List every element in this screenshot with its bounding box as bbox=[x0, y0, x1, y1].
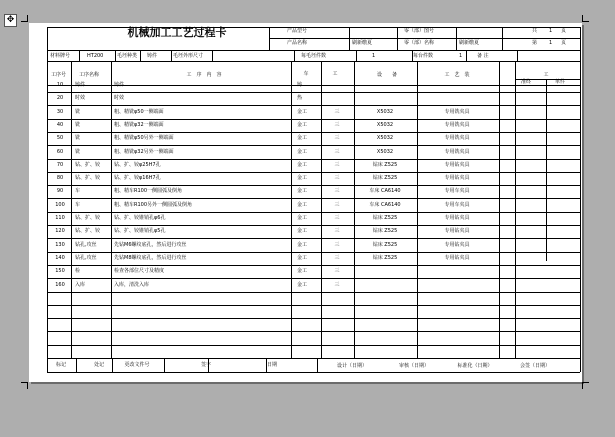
row-15-section: 三 bbox=[334, 282, 340, 288]
row-13-section: 三 bbox=[334, 255, 340, 261]
table-row-line bbox=[47, 172, 580, 173]
col-op-name: 工序名称 bbox=[79, 72, 100, 78]
page-value: 1 bbox=[549, 40, 553, 46]
grid-line bbox=[111, 61, 112, 358]
remarks-label: 备 注 bbox=[477, 53, 489, 59]
grid-line bbox=[115, 50, 116, 61]
row-5-content: 粗、精铣φ32另外一侧端面 bbox=[114, 149, 174, 155]
card-title: 机械加工工艺过程卡 bbox=[127, 26, 227, 39]
grid-line bbox=[212, 50, 213, 61]
grid-line bbox=[499, 61, 500, 358]
row-13-workshop: 金工 bbox=[297, 255, 308, 261]
row-10-op-name: 钻、扩、铰 bbox=[75, 215, 101, 221]
col-tooling: 工 艺 装 bbox=[444, 72, 470, 78]
row-7-op-no: 80 bbox=[56, 175, 64, 181]
row-7-op-name: 钻、扩、铰 bbox=[75, 175, 101, 181]
table-row-line bbox=[47, 238, 580, 239]
row-13-op-no: 140 bbox=[55, 255, 65, 261]
row-2-section: 三 bbox=[334, 109, 340, 115]
row-3-op-no: 40 bbox=[56, 122, 64, 128]
grid-line bbox=[164, 358, 165, 372]
product-name-label: 产品名称 bbox=[287, 40, 308, 46]
grid-line bbox=[356, 50, 357, 61]
row-9-section: 三 bbox=[334, 202, 340, 208]
total-unit: 页 bbox=[561, 28, 567, 34]
product-model-label: 产品型号 bbox=[287, 28, 308, 34]
row-12-equipment: 钻床 Z525 bbox=[372, 242, 398, 248]
row-7-content: 钻、扩、铰φ16H7孔 bbox=[114, 175, 161, 181]
row-6-section: 三 bbox=[334, 162, 340, 168]
table-row-line bbox=[47, 265, 580, 266]
row-13-content: 先钻M8螺纹底孔，然后进行攻丝 bbox=[114, 255, 187, 261]
col-hours: 工 bbox=[543, 72, 549, 78]
table-row-line bbox=[47, 92, 580, 93]
blank-type-value: 铸件 bbox=[147, 53, 158, 59]
row-7-equipment: 钻床 Z525 bbox=[372, 175, 398, 181]
row-7-tooling: 专用钻夹具 bbox=[444, 175, 470, 181]
grid-line bbox=[466, 50, 467, 61]
grid-line bbox=[47, 358, 580, 359]
row-5-equipment: X5032 bbox=[376, 149, 394, 155]
row-14-op-name: 检 bbox=[75, 268, 81, 274]
page-label: 第 bbox=[532, 40, 538, 46]
pieces-per-blank-value: 1 bbox=[372, 53, 376, 59]
row-5-op-no: 60 bbox=[56, 149, 64, 155]
row-1-op-name: 时效 bbox=[75, 95, 86, 101]
row-2-content: 粗、精铣φ50一侧端面 bbox=[114, 109, 164, 115]
table-row-line bbox=[47, 331, 580, 332]
row-9-workshop: 金工 bbox=[297, 202, 308, 208]
row-11-content: 钻、扩、铰锥销孔φ5孔 bbox=[114, 228, 166, 234]
row-2-op-name: 铣 bbox=[75, 109, 81, 115]
row-10-content: 钻、扩、铰锥销孔φ6孔 bbox=[114, 215, 166, 221]
row-13-op-name: 钻孔,攻丝 bbox=[75, 255, 97, 261]
row-3-content: 粗、精铣φ32一侧端面 bbox=[114, 122, 164, 128]
row-3-equipment: X5032 bbox=[376, 122, 394, 128]
total-value: 1 bbox=[549, 28, 553, 34]
row-1-content: 时效 bbox=[114, 95, 125, 101]
table-row-line bbox=[47, 145, 580, 146]
row-7-workshop: 金工 bbox=[297, 175, 308, 181]
row-9-tooling: 专用车夹具 bbox=[444, 202, 470, 208]
row-5-tooling: 专用铣夹具 bbox=[444, 149, 470, 155]
row-14-workshop: 金工 bbox=[297, 268, 308, 274]
row-2-op-no: 30 bbox=[56, 109, 64, 115]
grid-line bbox=[112, 358, 113, 372]
page-unit: 页 bbox=[561, 40, 567, 46]
row-12-op-name: 钻孔,攻丝 bbox=[75, 242, 97, 248]
row-4-content: 粗、精铣φ50另外一侧端面 bbox=[114, 135, 174, 141]
row-11-workshop: 金工 bbox=[297, 228, 308, 234]
table-row-line bbox=[47, 159, 580, 160]
material-grade-label: 材料牌号 bbox=[50, 53, 71, 59]
grid-line bbox=[140, 50, 141, 61]
row-13-tooling: 专用钻夹具 bbox=[444, 255, 470, 261]
row-10-section: 三 bbox=[334, 215, 340, 221]
row-13-equipment: 钻床 Z525 bbox=[372, 255, 398, 261]
row-4-equipment: X5032 bbox=[376, 135, 394, 141]
footer-countersign: 会签（日期） bbox=[519, 363, 551, 369]
row-4-op-no: 50 bbox=[56, 135, 64, 141]
row-10-op-no: 110 bbox=[55, 215, 65, 221]
grid-line bbox=[294, 50, 295, 61]
grid-line bbox=[79, 50, 80, 61]
col-workshop: 车 bbox=[303, 71, 309, 77]
grid-line bbox=[47, 61, 580, 62]
footer-places: 处记 bbox=[93, 362, 105, 368]
grid-line bbox=[291, 61, 292, 358]
row-14-content: 检查各部位尺寸及精度 bbox=[114, 268, 165, 274]
row-6-workshop: 金工 bbox=[297, 162, 308, 168]
row-15-content: 入库，清洗入库 bbox=[114, 282, 150, 288]
drawing-label-1: 刷新缴夏 bbox=[352, 40, 373, 46]
grid-line bbox=[269, 38, 580, 39]
footer-standard: 标准化（日期） bbox=[457, 363, 493, 369]
row-6-tooling: 专用钻夹具 bbox=[444, 162, 470, 168]
crop-mark-top-right bbox=[582, 15, 589, 22]
row-12-op-no: 130 bbox=[55, 242, 65, 248]
col-op-no: 工序号 bbox=[51, 72, 67, 78]
grid-line bbox=[417, 61, 418, 358]
table-row-line bbox=[47, 345, 580, 346]
row-12-content: 先钻M6螺纹底孔，然后进行攻丝 bbox=[114, 242, 187, 248]
row-4-tooling: 专用铣夹具 bbox=[444, 135, 470, 141]
grid-line bbox=[321, 61, 322, 358]
grid-line bbox=[76, 358, 77, 372]
row-6-content: 钻、扩、铰φ25H7孔 bbox=[114, 162, 161, 168]
footer-change-doc: 更改文件号 bbox=[124, 362, 150, 368]
row-5-workshop: 金工 bbox=[297, 149, 308, 155]
row-10-equipment: 钻床 Z525 bbox=[372, 215, 398, 221]
row-9-content: 粗、精车R100另外一侧圆弧及倒角 bbox=[114, 202, 193, 208]
row-15-workshop: 金工 bbox=[297, 282, 308, 288]
row-6-op-name: 钻、扩、铰 bbox=[75, 162, 101, 168]
grid-line bbox=[546, 79, 547, 261]
row-8-tooling: 专用车夹具 bbox=[444, 188, 470, 194]
blank-type-label: 毛坯种类 bbox=[117, 53, 138, 59]
table-row-line bbox=[47, 225, 580, 226]
total-label: 共 bbox=[532, 28, 538, 34]
row-11-section: 三 bbox=[334, 228, 340, 234]
row-12-section: 三 bbox=[334, 242, 340, 248]
document-page bbox=[29, 23, 582, 382]
row-9-op-name: 车 bbox=[75, 202, 81, 208]
row-10-workshop: 金工 bbox=[297, 215, 308, 221]
row-8-section: 三 bbox=[334, 188, 340, 194]
table-border-left bbox=[47, 27, 48, 372]
row-0-op-no: 10 bbox=[56, 82, 64, 88]
grid-line bbox=[317, 358, 318, 372]
crop-mark-top-left bbox=[21, 15, 28, 22]
grid-line bbox=[354, 61, 355, 358]
row-3-op-name: 铣 bbox=[75, 122, 81, 128]
table-border-right bbox=[580, 27, 581, 372]
row-15-op-no: 160 bbox=[55, 282, 65, 288]
table-border-bottom bbox=[47, 372, 580, 373]
part-name-label: 零（部）名称 bbox=[404, 40, 435, 46]
grid-line bbox=[71, 61, 72, 358]
table-row-line bbox=[47, 318, 580, 319]
grid-line bbox=[397, 27, 398, 50]
footer-design: 设计（日期） bbox=[336, 363, 368, 369]
grid-line bbox=[47, 85, 580, 86]
row-1-workshop: 热 bbox=[297, 95, 303, 101]
row-2-equipment: X5032 bbox=[376, 109, 394, 115]
col-hours-a: 准终 bbox=[521, 79, 532, 85]
row-3-workshop: 金工 bbox=[297, 122, 308, 128]
row-11-op-no: 120 bbox=[55, 228, 65, 234]
crop-mark-bottom-left bbox=[21, 382, 28, 389]
table-move-handle[interactable]: ✥ bbox=[4, 14, 17, 27]
table-row-line bbox=[47, 185, 580, 186]
row-6-op-no: 70 bbox=[56, 162, 64, 168]
row-0-content: 铸件 bbox=[114, 82, 125, 88]
grid-line bbox=[456, 27, 457, 50]
crop-mark-bottom-right bbox=[582, 382, 589, 389]
row-11-tooling: 专用钻夹具 bbox=[444, 228, 470, 234]
table-row-line bbox=[47, 278, 580, 279]
blank-size-label: 毛坯外形尺寸 bbox=[173, 53, 204, 59]
row-10-tooling: 专用钻夹具 bbox=[444, 215, 470, 221]
row-3-section: 三 bbox=[334, 122, 340, 128]
process-card-table bbox=[29, 23, 582, 382]
grid-line bbox=[47, 50, 580, 51]
row-0-op-name: 铸件 bbox=[75, 82, 86, 88]
grid-line bbox=[502, 27, 503, 50]
pieces-per-blank-label: 每毛坯件数 bbox=[301, 53, 327, 59]
footer-review: 审核（日期） bbox=[398, 363, 430, 369]
grid-line bbox=[349, 27, 350, 50]
drawing-label-2: 刷新缴夏 bbox=[459, 40, 480, 46]
row-9-op-no: 100 bbox=[55, 202, 65, 208]
grid-line bbox=[269, 27, 270, 50]
row-9-equipment: 车床 CA6140 bbox=[369, 202, 401, 208]
row-11-equipment: 钻床 Z525 bbox=[372, 228, 398, 234]
row-4-op-name: 铣 bbox=[75, 135, 81, 141]
row-12-tooling: 专用钻夹具 bbox=[444, 242, 470, 248]
row-8-content: 粗、精车R100一侧圆弧及倒角 bbox=[114, 188, 183, 194]
material-grade-value: HT200 bbox=[87, 53, 104, 59]
row-4-section: 三 bbox=[334, 135, 340, 141]
row-14-section: 三 bbox=[334, 268, 340, 274]
footer-sign: 签字 bbox=[200, 362, 212, 368]
table-row-line bbox=[47, 305, 580, 306]
table-row-line bbox=[47, 198, 580, 199]
row-4-workshop: 金工 bbox=[297, 135, 308, 141]
table-row-line bbox=[47, 252, 580, 253]
row-14-op-no: 150 bbox=[55, 268, 65, 274]
row-7-section: 三 bbox=[334, 175, 340, 181]
table-row-line bbox=[47, 292, 580, 293]
row-0-workshop: 铸 bbox=[297, 82, 303, 88]
grid-line bbox=[517, 50, 518, 61]
row-2-workshop: 金工 bbox=[297, 109, 308, 115]
row-8-op-no: 90 bbox=[56, 188, 64, 194]
footer-mark: 标记 bbox=[55, 362, 67, 368]
part-no-label: 零（部）图号 bbox=[404, 28, 435, 34]
footer-date: 日期 bbox=[266, 362, 278, 368]
row-12-workshop: 金工 bbox=[297, 242, 308, 248]
row-8-op-name: 车 bbox=[75, 188, 81, 194]
row-2-tooling: 专用铣夹具 bbox=[444, 109, 470, 115]
row-11-op-name: 钻、扩、铰 bbox=[75, 228, 101, 234]
col-equipment: 设 备 bbox=[376, 72, 398, 78]
row-15-op-name: 入库 bbox=[75, 282, 86, 288]
grid-line bbox=[171, 50, 172, 61]
row-8-workshop: 金工 bbox=[297, 188, 308, 194]
table-row-line bbox=[47, 212, 580, 213]
row-6-equipment: 钻床 Z525 bbox=[372, 162, 398, 168]
row-5-section: 三 bbox=[334, 149, 340, 155]
table-row-line bbox=[47, 105, 580, 106]
row-5-op-name: 铣 bbox=[75, 149, 81, 155]
table-row-line bbox=[47, 132, 580, 133]
col-content: 工 序 内 容 bbox=[186, 72, 222, 78]
pieces-per-unit-label: 每台件数 bbox=[413, 53, 434, 59]
row-1-op-no: 20 bbox=[56, 95, 64, 101]
col-section: 工 bbox=[332, 71, 338, 77]
row-8-equipment: 车床 CA6140 bbox=[369, 188, 401, 194]
pieces-per-unit-value: 1 bbox=[459, 53, 463, 59]
col-hours-b: 单件 bbox=[555, 79, 566, 85]
table-row-line bbox=[47, 119, 580, 120]
row-3-tooling: 专用铣夹具 bbox=[444, 122, 470, 128]
grid-line bbox=[515, 61, 516, 358]
